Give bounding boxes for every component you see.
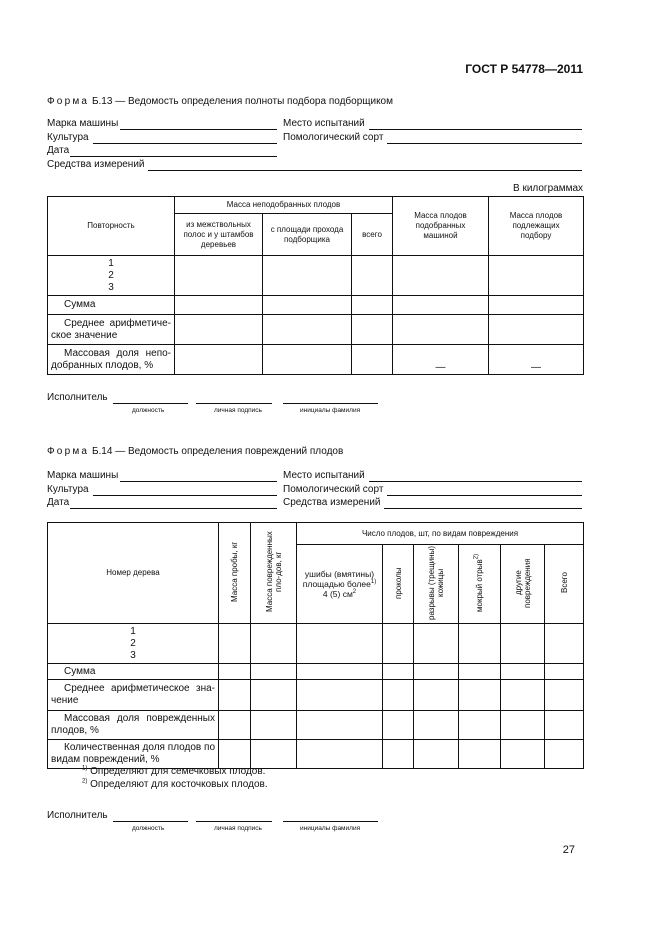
table-cell[interactable] (383, 624, 414, 664)
table-row (48, 296, 584, 315)
form-14-date-line[interactable] (70, 508, 277, 509)
form-13-header-repeat: Повторность (48, 197, 175, 256)
form-13-date-label: Дата (47, 145, 70, 156)
form-14-header-wet-cell (459, 545, 501, 624)
page-number: 27 (562, 844, 575, 856)
table-cell[interactable] (459, 624, 501, 664)
table-cell[interactable] (383, 740, 414, 769)
table-row (48, 256, 584, 296)
form-14-executor-label: Исполнитель (47, 810, 108, 821)
form-14-header-total-cell (545, 545, 584, 624)
form-13-culture-line[interactable] (93, 143, 277, 144)
table-cell[interactable] (501, 740, 545, 769)
table-cell[interactable] (414, 624, 459, 664)
table-cell[interactable] (297, 711, 383, 740)
form-14-date-label: Дата (47, 497, 70, 508)
form-13-executor-label: Исполнитель (47, 392, 108, 403)
form-14-place-label: Место испытаний (283, 470, 365, 481)
table-cell[interactable] (545, 664, 584, 680)
form-14-table (47, 522, 584, 769)
tree-number: 2 (130, 637, 136, 649)
table-cell[interactable] (383, 711, 414, 740)
form-14-header-wet-tear (475, 546, 484, 620)
footnote-1-mark: 1) (82, 765, 88, 772)
form-14-title-text: Б.14 — Ведомость определения повреждений плодов (91, 446, 344, 457)
bruises-text: ушибы (вмятины) площадью более (302, 569, 375, 589)
document-code: ГОСТ Р 54778—2011 (465, 62, 583, 76)
form-13-repeat-numbers (48, 256, 175, 296)
form-14-header-damaged-cell (251, 523, 297, 624)
wet-tear-text: мокрый отрыв (475, 558, 484, 612)
table-cell[interactable] (297, 624, 383, 664)
table-cell[interactable] (545, 624, 584, 664)
form-14-variety-line[interactable] (387, 495, 582, 496)
form-14-culture-line[interactable] (93, 495, 277, 496)
form-13-title (47, 96, 393, 107)
form-13-row-share: Массовая доля непо-добранных плодов, % (48, 345, 175, 375)
form-14-header-punctures: проколы (393, 566, 403, 599)
table-row (48, 680, 584, 711)
table-row (48, 315, 584, 345)
form-14-title-prefix: Форма (47, 446, 90, 457)
table-cell[interactable] (414, 711, 459, 740)
table-cell[interactable] (414, 680, 459, 711)
form-14-tree-numbers (48, 624, 219, 664)
form-13-culture-label: Культура (47, 132, 89, 143)
form-13-place-label: Место испытаний (283, 118, 365, 129)
form-14-caption-position: должность (132, 825, 165, 832)
table-cell[interactable] (489, 315, 584, 345)
form-13-header-total: всего (352, 214, 393, 256)
form-14-place-line[interactable] (369, 481, 582, 482)
table-cell[interactable] (489, 296, 584, 315)
form-14-signature-line[interactable] (196, 821, 272, 822)
table-cell[interactable] (263, 345, 352, 375)
repeat-number: 3 (108, 281, 114, 293)
form-14-row-share: Массовая доля поврежденных плодов, % (48, 711, 219, 740)
repeat-number: 2 (108, 269, 114, 281)
table-cell[interactable] (393, 256, 489, 296)
form-13-signature-line[interactable] (196, 403, 272, 404)
table-row (48, 624, 584, 664)
table-cell[interactable] (251, 740, 297, 769)
footnote-ref: 1) (370, 579, 377, 586)
form-14-variety-label: Помологический сорт (283, 484, 384, 495)
table-cell[interactable] (219, 740, 251, 769)
form-13-machine-line[interactable] (120, 129, 277, 130)
tree-number: 3 (130, 649, 136, 661)
table-cell[interactable] (501, 664, 545, 680)
table-cell[interactable] (393, 315, 489, 345)
form-14-header-damaged: Масса поврежденных пло-дов, кг (264, 531, 283, 612)
footnote-2-mark: 2) (82, 778, 88, 785)
form-13-caption-position: должность (132, 407, 165, 414)
form-13-place-line[interactable] (369, 129, 582, 130)
form-13-dash-picked: — (393, 345, 489, 375)
table-cell[interactable] (501, 711, 545, 740)
form-13-date-line[interactable] (70, 156, 277, 157)
form-13-header-passage: с площади прохода подборщика (263, 214, 352, 256)
table-cell[interactable] (545, 680, 584, 711)
form-13-header-to-pick: Масса плодов подлежащих подбору (489, 197, 584, 256)
form-13-header-picked: Масса плодов подобранных машиной (393, 197, 489, 256)
table-cell[interactable] (263, 315, 352, 345)
form-13-dash-to-pick: — (489, 345, 584, 375)
table-cell[interactable] (219, 664, 251, 680)
form-14-name-line[interactable] (283, 821, 378, 822)
table-cell[interactable] (297, 740, 383, 769)
table-cell[interactable] (459, 740, 501, 769)
form-14-header-tears-cell (414, 545, 459, 624)
table-cell[interactable] (414, 740, 459, 769)
form-14-header-sample: Масса пробы, кг (230, 541, 239, 602)
table-cell[interactable] (297, 680, 383, 711)
form-13-caption-name: инициалы фамилия (300, 407, 361, 414)
table-cell[interactable] (251, 711, 297, 740)
table-cell[interactable] (545, 740, 584, 769)
table-cell[interactable] (352, 315, 393, 345)
table-cell[interactable] (352, 256, 393, 296)
table-row (48, 345, 584, 375)
form-13-title-prefix: Форма (47, 96, 90, 107)
footnote-1 (82, 766, 265, 777)
table-cell[interactable] (263, 296, 352, 315)
form-14-instruments-label: Средства измерений (283, 497, 381, 508)
table-cell[interactable] (175, 256, 263, 296)
footnote-2 (82, 779, 268, 790)
form-13-variety-label: Помологический сорт (283, 132, 384, 143)
form-14-header-bruises: ушибы (вмятины) площадью более$^{1)}$ 4 (5) $см^2$ (297, 545, 383, 624)
table-cell[interactable] (219, 711, 251, 740)
form-13-row-mean: Среднее арифметиче-ское значение (48, 315, 175, 345)
table-cell[interactable] (297, 664, 383, 680)
form-14-caption-signature: личная подпись (214, 825, 262, 832)
table-cell[interactable] (251, 624, 297, 664)
table-cell[interactable] (352, 296, 393, 315)
table-cell[interactable] (489, 256, 584, 296)
bruises-area: 4 (5) см (322, 589, 353, 599)
form-14-header-tears: разрывы (трещины) кожицы (427, 545, 445, 620)
repeat-number: 1 (108, 257, 114, 269)
tree-number: 1 (130, 625, 136, 637)
table-cell[interactable] (175, 315, 263, 345)
form-13-instruments-label: Средства измерений (47, 159, 145, 170)
table-cell[interactable] (383, 664, 414, 680)
table-cell[interactable] (501, 680, 545, 711)
table-cell[interactable] (251, 664, 297, 680)
table-cell[interactable] (545, 711, 584, 740)
table-cell[interactable] (175, 345, 263, 375)
form-14-title (47, 446, 343, 457)
form-14-header-punctures-cell (383, 545, 414, 624)
form-13-title-text: Б.13 — Ведомость определения полноты подбора подборщиком (91, 96, 393, 107)
form-13-units: В килограммах (513, 183, 583, 194)
form-14-header-other: другие повреждения (513, 557, 532, 608)
table-cell[interactable] (383, 680, 414, 711)
table-row (48, 740, 584, 769)
table-cell[interactable] (263, 256, 352, 296)
footnote-2-text: Определяют для косточковых плодов. (90, 779, 268, 790)
form-14-header-sample-cell (219, 523, 251, 624)
form-13-machine-label: Марка машины (47, 118, 119, 129)
form-13-instruments-line[interactable] (148, 170, 582, 171)
footnote-ref: 2) (473, 553, 480, 559)
form-14-caption-name: инициалы фамилия (300, 825, 361, 832)
form-14-header-tree: Номер дерева (48, 523, 219, 624)
table-cell[interactable] (459, 680, 501, 711)
form-14-header-other-cell (501, 545, 545, 624)
table-cell[interactable] (251, 680, 297, 711)
table-cell[interactable] (352, 345, 393, 375)
table-cell[interactable] (459, 711, 501, 740)
form-13-header-rows: из межствольных полос и у штамбов деревьев (175, 214, 263, 256)
table-cell[interactable] (501, 624, 545, 664)
form-14-position-line[interactable] (113, 821, 188, 822)
table-cell[interactable] (459, 664, 501, 680)
table-row (48, 664, 584, 680)
form-14-row-count: Количественная доля плодов по видам повреждений, % (48, 740, 219, 769)
form-14-row-mean: Среднее арифметическое зна-чение (48, 680, 219, 711)
form-13-header-unpicked: Масса неподобранных плодов (175, 197, 393, 214)
table-cell[interactable] (219, 624, 251, 664)
form-14-machine-line[interactable] (120, 481, 277, 482)
table-cell[interactable] (414, 664, 459, 680)
form-13-position-line[interactable] (113, 403, 188, 404)
form-13-row-sum: Сумма (48, 296, 175, 315)
footnote-1-text: Определяют для семечковых плодов. (90, 766, 266, 777)
form-14-instruments-line[interactable] (384, 508, 582, 509)
form-14-header-total: Всего (559, 572, 569, 593)
form-13-name-line[interactable] (283, 403, 378, 404)
form-14-row-sum: Сумма (48, 664, 219, 680)
form-13-variety-line[interactable] (387, 143, 582, 144)
form-14-culture-label: Культура (47, 484, 89, 495)
table-cell[interactable] (219, 680, 251, 711)
form-13-caption-signature: личная подпись (214, 407, 262, 414)
form-14-machine-label: Марка машины (47, 470, 119, 481)
table-row (48, 711, 584, 740)
form-13-table (47, 196, 584, 375)
table-cell[interactable] (393, 296, 489, 315)
table-cell[interactable] (175, 296, 263, 315)
form-14-header-count: Число плодов, шт, по видам повреждения (297, 523, 584, 545)
